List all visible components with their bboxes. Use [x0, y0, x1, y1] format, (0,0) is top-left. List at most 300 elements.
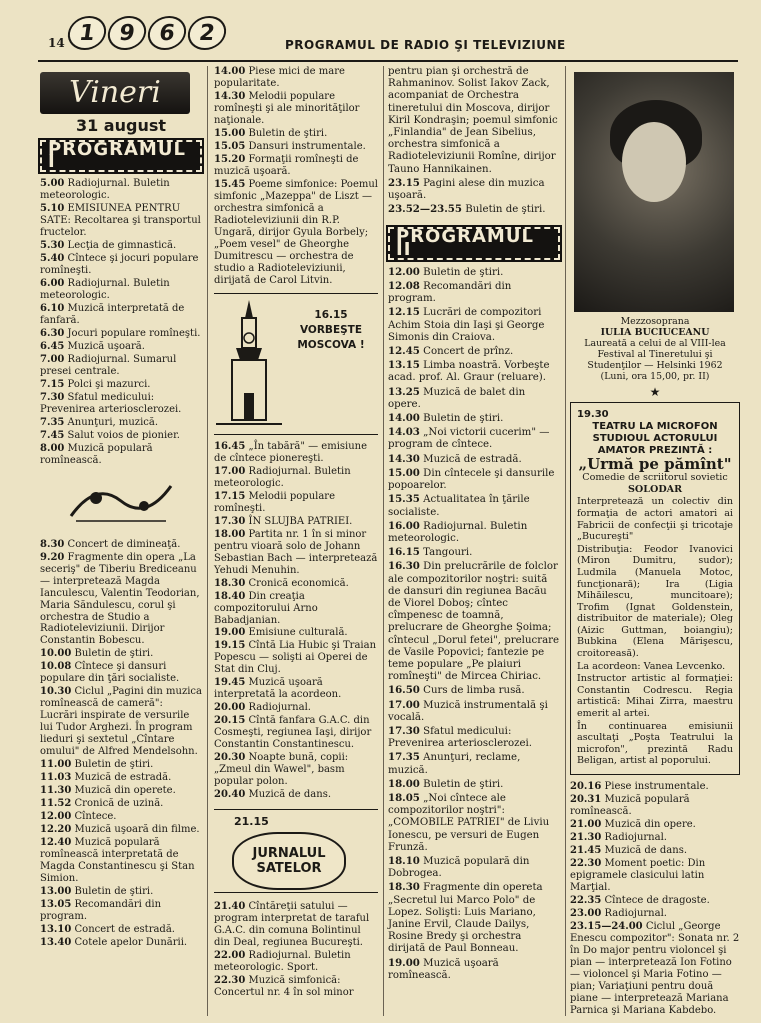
schedule-item [214, 491, 378, 515]
schedule-item [388, 493, 560, 518]
schedule-item [40, 661, 202, 685]
jurnal-logo [232, 832, 346, 890]
schedule-text: Buletin de ştiri. [465, 204, 546, 216]
schedule-time: 22.30 [214, 975, 246, 987]
year-digit: 2 [186, 16, 229, 50]
schedule-item [40, 178, 202, 202]
column-divider [565, 66, 566, 1016]
schedule-time: 20.31 [570, 794, 602, 805]
schedule-text: Muzică de estradă. [423, 453, 522, 465]
schedule-text: Muzică uşoară romînească. [388, 957, 499, 981]
schedule-time: 12.08 [388, 280, 420, 293]
schedule-item [40, 443, 202, 467]
schedule-item [214, 591, 378, 627]
schedule-item [388, 881, 560, 955]
schedule-time: 22.35 [570, 894, 602, 906]
ornament-image [40, 471, 202, 531]
schedule-time: 10.08 [40, 661, 72, 673]
schedule-text: Muzică uşoară interpretată la acordeon. [214, 677, 342, 701]
kremlin-tower-icon [214, 298, 284, 428]
column-3 [388, 66, 560, 983]
schedule-item [388, 412, 560, 425]
schedule-time: 14.00 [214, 66, 246, 77]
photo-face [622, 122, 686, 202]
schedule-text: Curs de limba rusă. [423, 685, 525, 697]
running-title: PROGRAMUL DE RADIO ŞI TELEVIZIUNE [285, 38, 566, 52]
schedule-text: Cîntă fanfara G.A.C. din Cosmeşti, regiunea Iaşi, dirijor Constantin Constantinescu. [214, 715, 372, 751]
schedule-time: 7.15 [40, 378, 65, 390]
schedule-item [40, 430, 202, 442]
schedule-time: 12.15 [388, 306, 420, 319]
schedule-time: 12.45 [388, 345, 420, 358]
schedule-time: 21.45 [570, 844, 602, 856]
schedule-text: Recomandări din program. [388, 281, 512, 305]
schedule-item [388, 520, 560, 545]
schedule-time: 12.20 [40, 824, 72, 836]
schedule-time: 11.03 [40, 772, 72, 784]
schedule-time: 13.05 [40, 899, 72, 911]
schedule-text: Muzică de balet din opere. [388, 386, 526, 410]
schedule-text: ÎN SLUJBA PATRIEI. [248, 515, 353, 527]
schedule-time: 7.00 [40, 353, 65, 365]
schedule-item [40, 203, 202, 239]
schedule-item [570, 858, 740, 894]
schedule-time: 17.00 [214, 465, 246, 477]
schedule-item [388, 751, 560, 776]
schedule-item [570, 781, 740, 793]
schedule-text: Concert de estradă. [74, 924, 175, 936]
schedule-item [388, 467, 560, 492]
schedule-text: Muzică simfonică: Concertul nr. 4 în sol minor [214, 975, 354, 999]
schedule-text: Salut voios de pionier. [67, 429, 180, 441]
schedule-text: Radiojurnal. [604, 907, 667, 919]
schedule-time: 20.16 [570, 781, 602, 793]
schedule-time: 19.45 [214, 677, 246, 689]
schedule-item [40, 354, 202, 378]
schedule-item [214, 901, 378, 949]
schedule-time: 23.00 [570, 907, 602, 919]
schedule-time: 5.00 [40, 177, 65, 189]
schedule-text: Noapte bună, copii: „Zmeul din Wawel", basm popular polon. [214, 752, 349, 788]
schedule-text: Sfatul medicului: Prevenirea arteriosclerozei. [388, 725, 533, 750]
schedule-time: 7.30 [40, 391, 65, 403]
year-logo [68, 16, 226, 50]
schedule-text: Ciclul „George Enescu compozitor": Sonata nr. 2 în Do major pentru violoncel şi pian — interpretează Ion Fotino — violoncel şi Maria Fotino — pian; Variaţiuni pentru două piane — interpretează Mariana Parnica şi Mariana Kabdebo. [570, 920, 740, 1016]
schedule-time: 5.30 [40, 239, 65, 251]
schedule-item [388, 386, 560, 411]
schedule-text: Partita nr. 1 în si minor pentru vioară solo de Johann Sebastian Bach — interpretează Yehudi Menuhin. [214, 528, 378, 576]
schedule-time: 6.45 [40, 340, 65, 352]
schedule-time: 11.00 [40, 759, 72, 771]
schedule-time: 18.05 [388, 791, 420, 804]
schedule-text: Piese mici de mare popularitate. [214, 66, 345, 89]
schedule-item [570, 845, 740, 857]
schedule-text: Radiojurnal. [604, 831, 667, 843]
schedule-time: 5.10 [40, 202, 65, 214]
theatre-cast: Distribuţia: Feodor Ivanovici (Miron Dumitru, sudor); Ludmila (Manuela Motoc, funcţionară); Ira (Ligia Mihăilescu, muncitoare); Trofim (Ignat Goldenstein, distribuitor de materiale); Oleg (Aizic Guttman, boiangiu); Bubkina (Elena Mărişescu, croitoreasă). [577, 543, 733, 660]
schedule-time: 17.00 [388, 698, 420, 711]
schedule-text: „Noi victorii cucerim" — program de cîntece. [388, 427, 550, 451]
schedule-item [388, 684, 560, 697]
program-1-morning-list [40, 178, 202, 467]
schedule-time: 11.52 [40, 798, 72, 810]
schedule-text: Tangouri. [423, 547, 473, 559]
schedule-text: Radiojurnal. Buletin meteorologic. [40, 177, 170, 201]
schedule-text: Buletin de ştiri. [74, 648, 154, 660]
schedule-item [570, 908, 740, 920]
schedule-text: Radiojurnal. Sumarul presei centrale. [40, 353, 177, 377]
schedule-item [40, 937, 202, 949]
schedule-time: 21.00 [570, 818, 602, 830]
schedule-time: 20.40 [214, 789, 246, 801]
schedule-item [388, 359, 560, 384]
jurnal-satelor-feature [214, 809, 378, 893]
schedule-text: Muzică din opere. [604, 818, 696, 830]
schedule-item [214, 66, 378, 90]
schedule-text: Dansuri instrumentale. [248, 140, 366, 152]
schedule-item [388, 560, 560, 683]
page-header [0, 0, 761, 64]
program-1-evening-list [214, 441, 378, 802]
schedule-item [214, 179, 378, 287]
schedule-item [388, 453, 560, 466]
schedule-item [214, 789, 378, 801]
schedule-text: Radiojurnal. Buletin meteorologic. [214, 465, 351, 489]
schedule-item [40, 837, 202, 885]
column-2 [214, 66, 378, 1000]
jurnal-time: 21.15 [234, 815, 269, 829]
schedule-text: Din cîntecele şi dansurile popoarelor. [388, 467, 555, 492]
schedule-time: 6.10 [40, 302, 65, 314]
schedule-item [40, 417, 202, 429]
schedule-item [570, 921, 740, 1017]
ornament-icon [66, 476, 176, 526]
schedule-text: Fragmente din opera „La seceriş" de Tiberiu Brediceanu — interpretează Magda Ianculescu, Valentin Teodorian, Maria Săndulescu, corul şi orchestra de Studio a Radioteleviziunii. Dirijor Constantin Bobescu. [40, 551, 200, 647]
schedule-text: Cîntă Lia Hubic şi Traian Popescu — solişti ai Operei de Stat din Cluj. [214, 640, 377, 676]
schedule-item [388, 203, 560, 216]
schedule-item [40, 686, 202, 758]
schedule-item [388, 426, 560, 451]
schedule-time: 18.10 [388, 854, 420, 867]
schedule-time: 14.30 [388, 452, 420, 465]
schedule-text: Buletin de ştiri. [423, 266, 504, 278]
year-digit: 1 [66, 16, 109, 50]
schedule-time: 8.00 [40, 442, 65, 454]
column-4 [570, 66, 740, 1018]
schedule-time: 13.00 [40, 886, 72, 898]
schedule-item [40, 899, 202, 923]
moscow-feature [214, 293, 378, 435]
schedule-item [40, 539, 202, 551]
schedule-text: Limba noastră. Vorbeşte acad. prof. Al. Graur (reluare). [388, 360, 550, 384]
schedule-time: 14.30 [214, 90, 246, 102]
schedule-item [570, 832, 740, 844]
column-divider [207, 66, 208, 1016]
schedule-text: „În tabără" — emisiune de cîntece pionereşti. [214, 440, 368, 464]
schedule-time: 15.20 [214, 153, 246, 165]
schedule-text: Anunţuri, muzică. [67, 416, 159, 428]
schedule-time: 15.45 [214, 178, 246, 190]
schedule-text: Cîntece şi dansuri populare din ţări socialiste. [40, 661, 180, 685]
schedule-text: Muzică populară romînească interpretată de Magda Constantinescu şi Stan Simion. [40, 837, 195, 885]
schedule-text: Buletin de ştiri. [423, 778, 504, 790]
schedule-item [40, 253, 202, 277]
schedule-item [40, 759, 202, 771]
schedule-item [388, 177, 560, 202]
continued-text: pentru pian şi orchestră de Rahmaninov. Solist Iakov Zack, acompaniat de Orchestra tineretului din Moscova, dirijor Kiril Kondraşin; poemul simfonic „Finlandia" de Jean Sibelius, orchestra simfonică a Radioteleviziunii Romîne, dirijor Tauno Hannikainen. [388, 66, 558, 175]
program-1-late-night-list [388, 177, 560, 217]
theatre-time: 19.30 [577, 408, 609, 420]
program-2-evening-list [570, 781, 740, 1017]
schedule-time: 21.30 [570, 831, 602, 843]
schedule-text: Concert de dimineaţă. [67, 538, 181, 550]
schedule-item [214, 154, 378, 178]
schedule-time: 18.00 [388, 777, 420, 790]
schedule-text: Din creaţia compozitorului Arno Babadjanian. [214, 590, 318, 626]
caption-role: Mezzosoprana [620, 316, 690, 327]
theatre-feature [570, 402, 740, 775]
schedule-text: Melodii populare romîneşti şi ale minorităţilor naţionale. [214, 90, 360, 126]
schedule-text: Din prelucrările de folclor ale compozitorilor noştri: suită de dansuri din regiunea Bacău de Viorel Doboş; cîntec cîmpenesc de toamnă, prelucrare de Gheorghe Şoima; cîntecul „Dorul fetei", prelucrare de Vasile Popovici; fantezie pe teme populare „Pe plaiuri romîneşti" de Mircea Chiriac. [388, 561, 560, 683]
schedule-time: 15.35 [388, 493, 420, 506]
schedule-text: Melodii populare romîneşti. [214, 490, 335, 514]
schedule-text: Muzică uşoară din filme. [74, 824, 200, 836]
schedule-item [214, 91, 378, 127]
schedule-item [214, 128, 378, 140]
caption-name: IULIA BUCIUCEANU [600, 327, 710, 338]
schedule-item [388, 957, 560, 982]
schedule-text: Cîntece de dragoste. [604, 894, 710, 906]
schedule-text: Muzică din operete. [74, 785, 176, 797]
star-icon: ★ [649, 385, 661, 399]
program-1-banner: PROGRAMUL I [40, 140, 202, 172]
schedule-item [388, 778, 560, 791]
photo-caption [570, 316, 740, 382]
schedule-item [214, 640, 378, 676]
year-digit: 6 [146, 16, 189, 50]
schedule-item [214, 627, 378, 639]
schedule-text: Muzică populară romînească. [40, 442, 153, 466]
schedule-item [570, 794, 740, 818]
schedule-time: 20.00 [214, 702, 246, 714]
schedule-item [388, 266, 560, 279]
theatre-title: TEATRU LA MICROFON [592, 420, 718, 432]
schedule-time: 5.40 [40, 252, 65, 264]
schedule-time: 16.50 [388, 684, 420, 697]
schedule-time: 23.15 [388, 176, 420, 189]
program-1-late-morning-list [40, 539, 202, 949]
schedule-text: Muzică de estradă. [74, 772, 172, 784]
schedule-time: 17.35 [388, 751, 420, 764]
schedule-item [40, 240, 202, 252]
header-rule [38, 60, 738, 62]
schedule-time: 16.30 [388, 560, 420, 573]
schedule-time: 19.00 [388, 956, 420, 969]
schedule-text: Buletin de ştiri. [423, 413, 504, 425]
schedule-time: 22.30 [570, 857, 602, 869]
schedule-text: Muzică populară romînească. [570, 794, 690, 817]
schedule-time: 13.15 [388, 359, 420, 372]
schedule-text: Jocuri populare romîneşti. [67, 327, 201, 339]
schedule-time: 6.30 [40, 327, 65, 339]
schedule-item [214, 441, 378, 465]
program-1-night-list [214, 901, 378, 999]
schedule-time: 7.45 [40, 429, 65, 441]
schedule-time: 18.00 [214, 528, 246, 540]
schedule-item [214, 975, 378, 999]
schedule-time: 10.00 [40, 648, 72, 660]
schedule-item [388, 792, 560, 854]
schedule-time: 16.45 [214, 440, 246, 452]
schedule-text: Lecţia de gimnastică. [67, 239, 177, 251]
schedule-item [388, 725, 560, 750]
schedule-item [40, 552, 202, 648]
schedule-time: 17.30 [388, 724, 420, 737]
schedule-time: 20.30 [214, 752, 246, 764]
schedule-text: Muzică populară din Dobrogea. [388, 855, 530, 880]
program-2-list [388, 266, 560, 982]
schedule-item [388, 855, 560, 880]
schedule-text: Emisiune culturală. [248, 627, 348, 639]
schedule-item [388, 546, 560, 559]
schedule-time: 12.00 [40, 811, 72, 823]
page-number: 14 [48, 36, 65, 50]
schedule-item [40, 785, 202, 797]
schedule-text: Formaţii romîneşti de muzică uşoară. [214, 153, 359, 177]
column-divider [383, 66, 384, 1016]
schedule-text: Cîntăreţii satului — program interpretat de taraful G.A.C. din comuna Bolintinul din Deal, regiunea Bucureşti. [214, 901, 370, 949]
schedule-time: 7.35 [40, 416, 65, 428]
schedule-item [40, 924, 202, 936]
schedule-time: 13.25 [388, 385, 420, 398]
schedule-item [40, 772, 202, 784]
jurnal-logo-line1: JURNALUL [252, 846, 326, 862]
schedule-item [388, 280, 560, 305]
day-banner: Vineri [40, 72, 190, 114]
schedule-text: Cronică de uzină. [74, 798, 164, 810]
schedule-item [214, 752, 378, 788]
schedule-item [388, 345, 560, 358]
schedule-text: Actualitatea în ţările socialiste. [388, 494, 530, 518]
schedule-item [40, 303, 202, 327]
schedule-text: Buletin de ştiri. [74, 886, 154, 898]
schedule-item [40, 328, 202, 340]
schedule-text: Pagini alese din muzica uşoară. [388, 177, 545, 202]
schedule-text: Fragmente din opereta „Secretul lui Marco Polo" de Lopez. Solişti: Luis Mariano, Janine Ervil, Claude Dailys, Rosine Bredy şi orchestra dirijată de Paul Bonneau. [388, 882, 543, 955]
schedule-item [214, 141, 378, 153]
schedule-item [214, 466, 378, 490]
theatre-accordion: La acordeon: Vanea Levcenko. [577, 660, 726, 672]
schedule-time: 15.05 [214, 140, 246, 152]
theatre-credits: Instructor artistic al formaţiei: Constantin Codrescu. Regia artistică: Mihai Zirra, maestru emerit al artei. [577, 673, 733, 720]
schedule-item [570, 819, 740, 831]
schedule-time: 9.20 [40, 551, 65, 563]
schedule-item [570, 895, 740, 907]
schedule-text: Radiojurnal. Buletin meteorologic. [388, 520, 528, 544]
schedule-time: 22.00 [214, 950, 246, 962]
schedule-time: 11.30 [40, 785, 72, 797]
moscow-feature-title [286, 308, 376, 353]
schedule-time: 6.00 [40, 277, 65, 289]
year-digit: 9 [106, 16, 149, 50]
moscow-feature-label: VORBEŞTE MOSCOVA ! [297, 323, 365, 351]
schedule-text: Muzică de dans. [248, 789, 332, 801]
schedule-item [40, 648, 202, 660]
schedule-time: 19.15 [214, 640, 246, 652]
theatre-performers: Interpretează un colectiv din formaţia de actori amatori ai Fabricii de confecţii şi tricotaje „Bucureşti" [577, 496, 733, 543]
schedule-text: Anunţuri, reclame, muzică. [388, 752, 521, 776]
column-1 [40, 66, 202, 950]
schedule-item [388, 699, 560, 724]
jurnal-logo-line2: SATELOR [256, 861, 322, 877]
schedule-time: 16.15 [388, 546, 420, 559]
moscow-feature-time: 16.15 [314, 308, 348, 321]
day-date: 31 august [75, 116, 167, 135]
schedule-text: Muzică de dans. [604, 844, 688, 856]
program-1-afternoon-list [214, 66, 378, 287]
schedule-time: 18.40 [214, 590, 246, 602]
schedule-text: Cîntece. [74, 811, 117, 823]
schedule-time: 13.40 [40, 937, 72, 949]
schedule-text: Buletin de ştiri. [248, 127, 328, 139]
theatre-sub2: AMATOR PREZINTĂ : [597, 444, 713, 456]
schedule-item [40, 341, 202, 353]
schedule-time: 20.15 [214, 715, 246, 727]
schedule-time: 15.00 [388, 466, 420, 479]
schedule-item [388, 306, 560, 344]
schedule-text: Moment poetic: Din epigramele clasicului latin Marţial. [570, 857, 706, 893]
schedule-text: Cronică economică. [248, 577, 349, 589]
schedule-text: Muzică instrumentală şi vocală. [388, 699, 548, 723]
schedule-item [40, 798, 202, 810]
schedule-item [40, 392, 202, 416]
schedule-item [214, 578, 378, 590]
schedule-time: 19.00 [214, 627, 246, 639]
schedule-text: Polci şi mazurci. [67, 378, 151, 390]
schedule-item [40, 278, 202, 302]
schedule-time: 15.00 [214, 127, 246, 139]
schedule-text: Muzică interpretată de fanfară. [40, 302, 185, 326]
theatre-sub1: STUDIOUL ACTORULUI [592, 432, 718, 444]
schedule-text: Piese instrumentale. [604, 781, 709, 793]
schedule-text: Radiojurnal. Buletin meteorologic. [40, 277, 170, 301]
schedule-text: Radiojurnal. Buletin meteorologic. Sport. [214, 950, 351, 974]
schedule-text: Cîntece şi jocuri populare romîneşti. [40, 252, 199, 276]
theatre-play-title: „Urmă pe pămînt" [578, 454, 732, 473]
schedule-time: 14.00 [388, 412, 420, 425]
schedule-time: 14.03 [388, 426, 420, 439]
schedule-text: Lucrări de compozitori Achim Stoia din Iaşi şi George Simonis din Craiova. [388, 307, 545, 343]
caption-detail: Laureată a celui de al VIII-lea Festival al Tineretului şi Studenţilor — Helsinki 1962 [584, 338, 726, 371]
schedule-text: Cotele apelor Dunării. [74, 937, 188, 949]
caption-schedule: (Luni, ora 15,00, pr. II) [600, 371, 710, 382]
schedule-item [214, 702, 378, 714]
schedule-time: 17.30 [214, 515, 246, 527]
schedule-item [214, 715, 378, 751]
schedule-time: 23.52—23.55 [388, 203, 462, 216]
schedule-time: 12.00 [388, 265, 420, 278]
schedule-time: 8.30 [40, 538, 65, 550]
schedule-time: 13.10 [40, 924, 72, 936]
program-2-banner: PROGRAMUL II [388, 227, 560, 259]
schedule-time: 18.30 [388, 881, 420, 894]
schedule-text: „Noi cîntece ale compozitorilor noştri": „COMOBILE PATRIEI" de Liviu Ionescu, pe versuri de Eugen Frunză. [388, 792, 550, 853]
schedule-text: Recomandări din program. [40, 899, 162, 923]
schedule-text: Muzică uşoară. [67, 340, 145, 352]
theatre-genre: Comedie de scriitorul sovietic [582, 472, 728, 484]
schedule-item [40, 886, 202, 898]
singer-photo [574, 72, 734, 312]
